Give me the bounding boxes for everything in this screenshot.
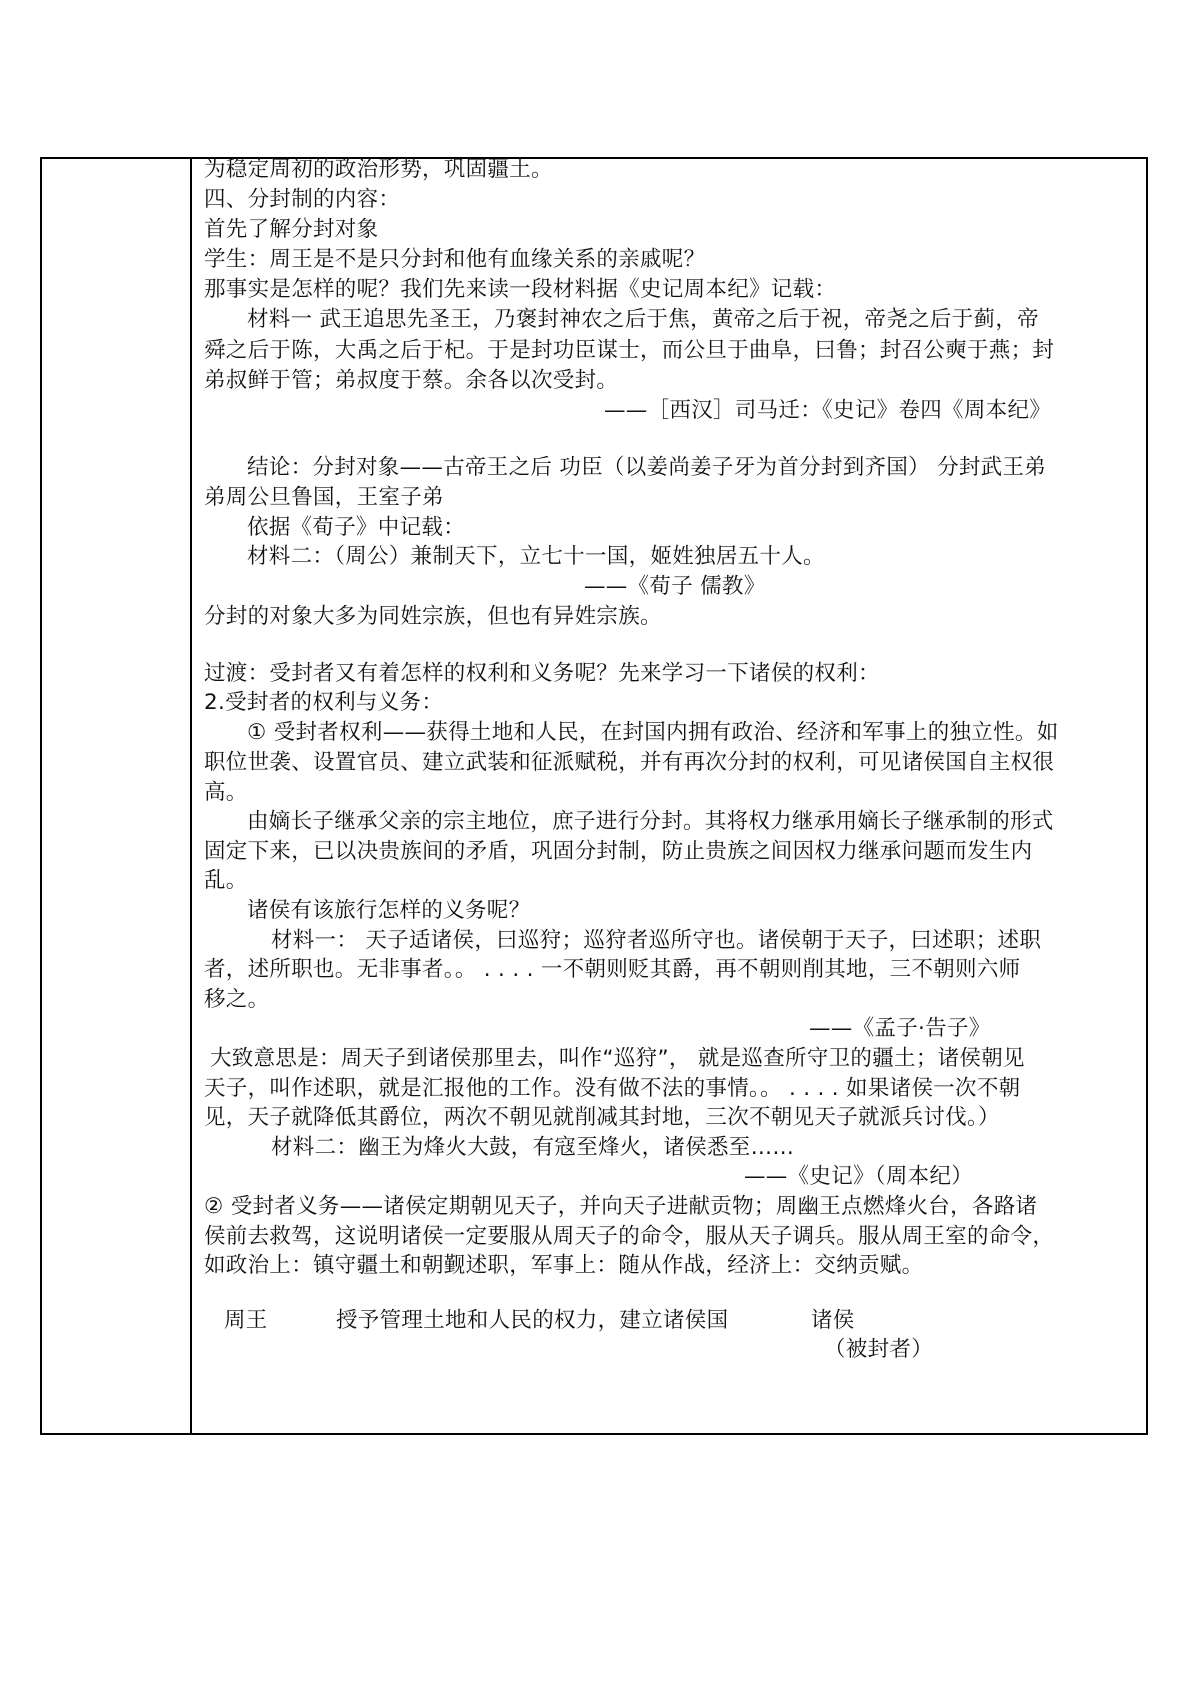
text-line: 结论：分封对象——古帝王之后 功臣（以姜尚姜子牙为首分封到齐国） 分封武王弟 — [247, 455, 1047, 480]
text-line: 依据《荀子》中记载： — [247, 515, 466, 540]
diagram-king-label: 周王 — [224, 1308, 268, 1333]
text-line: 职位世袭、设置官员、建立武装和征派赋税，并有再次分封的权利，可见诸侯国自主权很 — [204, 750, 1055, 775]
citation: ——《孟子·告子》 — [809, 1016, 991, 1041]
text-line: 过渡：受封者又有着怎样的权利和义务呢？先来学习一下诸侯的权利： — [204, 661, 880, 686]
text-line: ① 受封者权利——获得土地和人民，在封国内拥有政治、经济和军事上的独立性。如 — [247, 720, 1059, 745]
citation: ——《史记》（周本纪） — [744, 1164, 974, 1189]
text-line: 固定下来，已以决贵族间的矛盾，巩固分封制，防止贵族之间因权力继承问题而发生内 — [204, 839, 1033, 864]
text-line: 侯前去救驾，这说明诸侯一定要服从周天子的命令，服从天子调兵。服从周王室的命令， — [204, 1224, 1055, 1249]
text-line: 那事实是怎样的呢？我们先来读一段材料据《史记周本纪》记载： — [204, 277, 837, 302]
lesson-table — [40, 157, 1148, 1435]
text-line: 学生：周王是不是只分封和他有血缘关系的亲戚呢？ — [204, 247, 706, 272]
text-line: 见，天子就降低其爵位，两次不朝见就削减其封地，三次不朝见天子就派兵讨伐。） — [204, 1105, 1000, 1130]
section-heading: 四、分封制的内容： — [204, 187, 401, 212]
text-line: 如政治上：镇守疆土和朝觐述职，军事上：随从作战，经济上：交纳贡赋。 — [204, 1253, 924, 1278]
quote-line: 材料二：（周公）兼制天下，立七十一国，姬姓独居五十人。 — [247, 544, 825, 569]
quote-line: 材料二：幽王为烽火大鼓，有寇至烽火，诸侯悉至…… — [271, 1135, 795, 1160]
text-line: 由嫡长子继承父亲的宗主地位，庶子进行分封。其将权力继承用嫡长子继承制的形式 — [247, 809, 1054, 834]
text-line: 大致意思是：周天子到诸侯那里去，叫作“巡狩”， 就是巡查所守卫的疆土；诸侯朝见 — [210, 1046, 1025, 1071]
text-line: ② 受封者义务——诸侯定期朝见天子，并向天子进献贡物；周幽王点燃烽火台，各路诸 — [204, 1194, 1038, 1219]
quote-line: 弟叔鲜于管；弟叔度于蔡。余各以次受封。 — [204, 368, 619, 393]
text-line: 天子，叫作述职，就是汇报他的工作。没有做不法的事情。。 . . . . 如果诸侯一次不朝 — [204, 1076, 1021, 1101]
quote-line: 材料一 武王追思先圣王，乃褒封神农之后于焦，黄帝之后于祝，帝尧之后于蓟，帝 — [247, 307, 1039, 332]
text-line: 乱。 — [204, 868, 248, 893]
left-column — [42, 159, 192, 1433]
text-line: 为稳定周初的政治形势，巩固疆土。 — [204, 157, 553, 182]
diagram-relation-label: 授予管理土地和人民的权力，建立诸侯国 — [336, 1308, 729, 1333]
quote-line: 移之。 — [204, 987, 270, 1012]
diagram-vassal-note: （被封者） — [824, 1337, 934, 1362]
quote-line: 舜之后于陈，大禹之后于杞。于是封功臣谋士，而公旦于曲阜，曰鲁；封召公奭于燕；封 — [204, 338, 1055, 363]
quote-line: 者，述所职也。无非事者。。 . . . . 一不朝则贬其爵，再不朝则削其地，三不朝则六师 — [204, 957, 1021, 982]
text-line: 诸侯有该旅行怎样的义务呢？ — [247, 898, 531, 923]
citation: ——《荀子 儒教》 — [584, 574, 766, 599]
diagram-vassal-label: 诸侯 — [811, 1308, 855, 1333]
content-column — [194, 159, 1146, 1433]
text-line: 弟周公旦鲁国，王室子弟 — [204, 485, 444, 510]
citation: ——［西汉］司马迁：《史记》卷四《周本纪》 — [604, 398, 1052, 423]
text-line: 分封的对象大多为同姓宗族，但也有异姓宗族。 — [204, 604, 662, 629]
text-line: 首先了解分封对象 — [204, 217, 379, 242]
quote-line: 材料一： 天子适诸侯，曰巡狩；巡狩者巡所守也。诸侯朝于天子，曰述职；述职 — [271, 928, 1042, 953]
text-line: 高。 — [204, 780, 248, 805]
section-heading: 2.受封者的权利与义务： — [204, 690, 444, 715]
